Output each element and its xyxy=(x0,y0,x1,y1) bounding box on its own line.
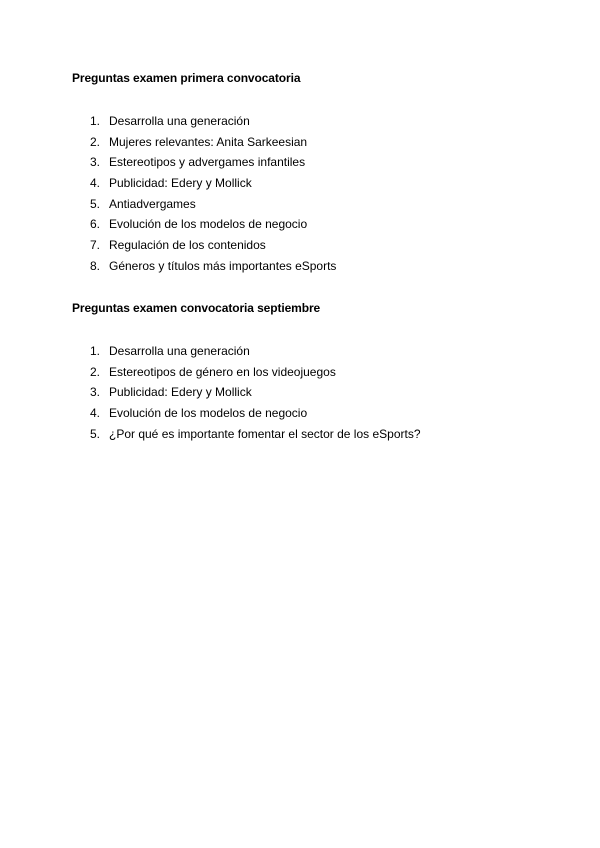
item-text: Publicidad: Edery y Mollick xyxy=(109,385,252,400)
item-number: 1. xyxy=(90,114,101,128)
item-text: Regulación de los contenidos xyxy=(109,238,266,253)
item-text: Antiadvergames xyxy=(109,196,196,211)
item-text: Géneros y títulos más importantes eSports xyxy=(109,258,337,273)
item-text: Evolución de los modelos de negocio xyxy=(109,217,308,232)
section-primera-convocatoria xyxy=(72,71,552,273)
item-text: Evolución de los modelos de negocio xyxy=(109,406,308,421)
item-number: 8. xyxy=(90,258,101,273)
item-number: 2. xyxy=(90,134,101,149)
item-number: 4. xyxy=(90,406,101,421)
item-number: 4. xyxy=(90,176,101,191)
section-convocatoria-septiembre xyxy=(72,301,552,441)
item-number: 5. xyxy=(90,426,101,441)
item-text: Estereotipos y advergames infantiles xyxy=(109,155,306,170)
item-text: Publicidad: Edery y Mollick xyxy=(109,176,252,191)
item-number: 6. xyxy=(90,217,101,232)
item-text: Mujeres relevantes: Anita Sarkeesian xyxy=(109,134,308,149)
item-number: 3. xyxy=(90,155,101,170)
item-text: ¿Por qué es importante fomentar el sector de los eSports? xyxy=(109,426,421,441)
item-text: Desarrolla una generación xyxy=(109,114,250,128)
item-text: Estereotipos de género en los videojuegos xyxy=(109,364,336,379)
section-title: Preguntas examen primera convocatoria xyxy=(72,71,301,85)
item-number: 1. xyxy=(90,344,101,358)
item-number: 3. xyxy=(90,385,101,400)
item-text: Desarrolla una generación xyxy=(109,344,250,358)
section-title: Preguntas examen convocatoria septiembre xyxy=(72,301,321,315)
item-number: 7. xyxy=(90,238,101,253)
item-number: 5. xyxy=(90,196,101,211)
item-number: 2. xyxy=(90,364,101,379)
